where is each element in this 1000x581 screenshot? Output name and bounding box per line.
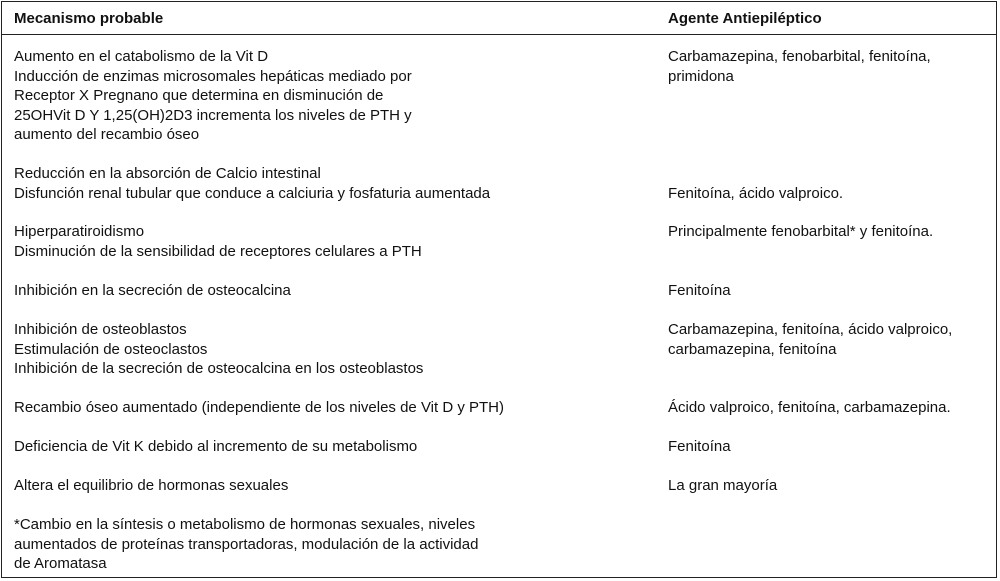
agent-cell (668, 47, 931, 86)
mechanism-line: aumento del recambio óseo (14, 126, 200, 143)
header-mechanism: Mecanismo probable (14, 10, 164, 27)
footnote-line: *Cambio en la síntesis o metabolismo de hormonas sexuales, niveles (14, 516, 476, 533)
table-header-row (2, 2, 996, 35)
agent-line: Ácido valproico, fenitoína, carbamazepina. (668, 399, 951, 416)
mechanism-cell (14, 437, 417, 457)
agent-cell (668, 476, 777, 496)
mechanism-line: Inhibición de osteoblastos (14, 321, 187, 338)
mechanism-cell (14, 320, 423, 379)
mechanism-line: Aumento en el catabolismo de la Vit D (14, 48, 269, 65)
mechanism-line: Recambio óseo aumentado (independiente de los niveles de Vit D y PTH) (14, 399, 505, 416)
agent-line: Carbamazepina, fenitoína, ácido valproico, (668, 321, 953, 338)
agent-cell (668, 437, 731, 457)
agent-cell (668, 164, 843, 203)
agent-line: Fenitoína, ácido valproico. (668, 184, 844, 202)
header-agent: Agente Antiepiléptico (668, 10, 822, 27)
footnote-line: aumentados de proteínas transportadoras, modulación de la actividad (14, 535, 479, 553)
mechanism-line: Inducción de enzimas microsomales hepáticas mediado por (14, 67, 412, 85)
agent-line: Carbamazepina, fenobarbital, fenitoína, (668, 48, 931, 65)
mechanism-cell (14, 476, 288, 496)
agent-line: primidona (668, 67, 734, 85)
mechanism-line: Altera el equilibrio de hormonas sexuales (14, 477, 289, 494)
mechanism-line: Hiperparatiroidismo (14, 223, 145, 240)
footnote-line: de Aromatasa (14, 555, 107, 572)
mechanism-line: Reducción en la absorción de Calcio intestinal (14, 165, 321, 182)
agent-line: Fenitoína (668, 438, 731, 455)
mechanism-line: Deficiencia de Vit K debido al incremento de su metabolismo (14, 438, 418, 455)
mechanism-cell (14, 222, 422, 261)
agent-line (668, 164, 843, 184)
footnote-text (14, 515, 478, 574)
agent-line: Principalmente fenobarbital* y fenitoína. (668, 223, 934, 240)
mechanism-line: Receptor X Pregnano que determina en disminución de (14, 87, 384, 104)
mechanism-cell (14, 47, 412, 145)
agent-line: carbamazepina, fenitoína (668, 340, 837, 358)
mechanism-line: Inhibición de la secreción de osteocalcina en los osteoblastos (14, 360, 424, 377)
agent-cell (668, 281, 731, 301)
mechanism-table (1, 1, 997, 578)
agent-cell (668, 320, 952, 359)
agent-line: Fenitoína (668, 282, 731, 299)
mechanism-line: Estimulación de osteoclastos (14, 340, 208, 358)
mechanism-line: 25OHVit D Y 1,25(OH)2D3 incrementa los niveles de PTH y (14, 106, 412, 124)
mechanism-line: Disminución de la sensibilidad de receptores celulares a PTH (14, 242, 422, 260)
mechanism-line: Inhibición en la secreción de osteocalcina (14, 282, 291, 299)
mechanism-cell (14, 281, 291, 301)
agent-cell (668, 398, 951, 418)
mechanism-cell (14, 398, 504, 418)
agent-cell (668, 222, 933, 242)
mechanism-line: Disfunción renal tubular que conduce a calciuria y fosfaturia aumentada (14, 184, 491, 202)
mechanism-cell (14, 164, 490, 203)
agent-line: La gran mayoría (668, 477, 778, 494)
